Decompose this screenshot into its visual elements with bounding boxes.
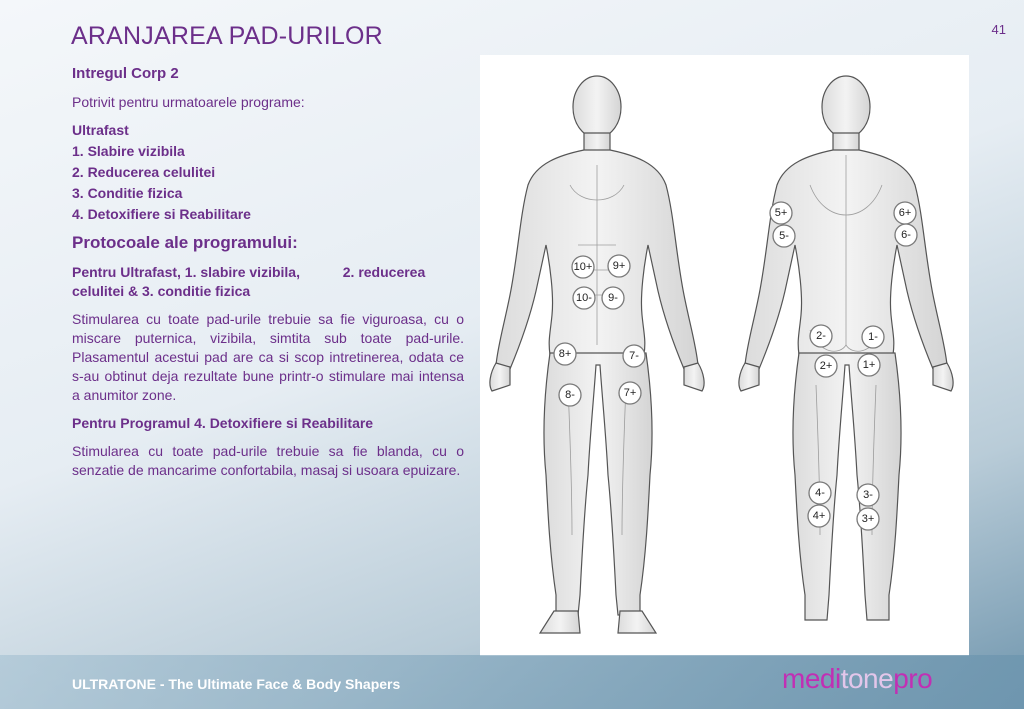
- content-column: [72, 64, 464, 489]
- pad-label: 4+: [812, 509, 826, 522]
- pad-label: 5+: [774, 206, 788, 219]
- pad-marker-back-6minus: [895, 224, 917, 246]
- pad-label: 3-: [863, 488, 873, 501]
- brand-logo: [782, 663, 932, 695]
- pad-label: 6-: [901, 228, 911, 241]
- program-item: 4. Detoxifiere si Reabilitare: [72, 206, 251, 222]
- pad-label: 7-: [629, 349, 639, 362]
- pad-label: 1+: [862, 358, 876, 371]
- pad-label: 6+: [898, 206, 912, 219]
- protocol2-heading: Pentru Programul 4. Detoxifiere si Reabilitare: [72, 415, 374, 431]
- pad-marker-front-8minus: [559, 384, 581, 406]
- intro-text: Potrivit pentru urmatoarele programe:: [72, 94, 305, 110]
- pad-label: 1-: [868, 330, 878, 343]
- pad-marker-back-3minus: [857, 484, 879, 506]
- page-number: 41: [991, 22, 1006, 37]
- program-list: [72, 120, 464, 225]
- page-title: ARANJAREA PAD-URILOR: [71, 22, 383, 50]
- protocol2-text: Stimularea cu toate pad-urile trebuie sa fie blanda, cu o senzatie de mancarime confortabila, masaj si usoara epuizare.: [72, 443, 464, 478]
- program-item: 3. Conditie fizica: [72, 185, 183, 201]
- subtitle: Intregul Corp 2: [72, 65, 179, 82]
- pad-marker-front-10minus: [573, 287, 595, 309]
- pad-marker-front-7minus: [623, 345, 645, 367]
- pad-label: 2-: [816, 329, 826, 342]
- pad-marker-back-5minus: [773, 225, 795, 247]
- pad-marker-back-3plus: [857, 508, 879, 530]
- pad-label: 9-: [608, 291, 618, 304]
- program-item: 2. Reducerea celulitei: [72, 164, 216, 180]
- pad-marker-back-2minus: [810, 325, 832, 347]
- pad-label: 3+: [861, 512, 875, 525]
- anatomy-illustration: [480, 55, 969, 656]
- pad-marker-back-1minus: [862, 326, 884, 348]
- brand-part: tone: [840, 663, 894, 694]
- brand-part: medi: [782, 663, 841, 694]
- pad-label: 7+: [623, 386, 637, 399]
- pad-label: 9+: [612, 259, 626, 272]
- pad-marker-front-7plus: [619, 382, 641, 404]
- pad-marker-back-5plus: [770, 202, 792, 224]
- pad-marker-front-10plus: [572, 256, 594, 278]
- pad-marker-back-4minus: [809, 482, 831, 504]
- pad-marker-back-4plus: [808, 505, 830, 527]
- pad-marker-front-9minus: [602, 287, 624, 309]
- pad-label: 10-: [576, 291, 592, 304]
- pad-marker-front-9plus: [608, 255, 630, 277]
- footer-bar: [0, 655, 1024, 709]
- protocol1-text: Stimularea cu toate pad-urile trebuie sa fie viguroasa, cu o miscare puternica, vizibila, simtita sub toate pad-urile. Plasamentul acestui pad are ca si scop intretinerea, odata ce s-au obtinut deja rezultate bune printr-o stimulare mai intensa a anumitor zone.: [72, 311, 464, 403]
- pad-marker-back-6plus: [894, 202, 916, 224]
- brand-part: pro: [893, 663, 933, 694]
- protocols-heading: Protocoale ale programului:: [72, 233, 298, 252]
- pad-label: 8-: [565, 388, 575, 401]
- pad-marker-back-1plus: [858, 354, 880, 376]
- pad-label: 2+: [819, 359, 833, 372]
- program-item: 1. Slabire vizibila: [72, 143, 185, 159]
- pad-label: 4-: [815, 486, 825, 499]
- pad-label: 8+: [558, 347, 572, 360]
- footer-tagline: ULTRATONE - The Ultimate Face & Body Shapers: [72, 676, 401, 692]
- pad-marker-front-8plus: [554, 343, 576, 365]
- body-pad-diagram: [480, 55, 969, 656]
- program-item: Ultrafast: [72, 122, 129, 138]
- pad-label: 10+: [573, 260, 593, 273]
- pad-label: 5-: [779, 229, 789, 242]
- pad-marker-back-2plus: [815, 355, 837, 377]
- protocol1-heading: Pentru Ultrafast, 1. slabire vizibila, 2. reducerea celulitei & 3. conditie fizica: [72, 264, 430, 299]
- front-body-figure: [490, 76, 704, 633]
